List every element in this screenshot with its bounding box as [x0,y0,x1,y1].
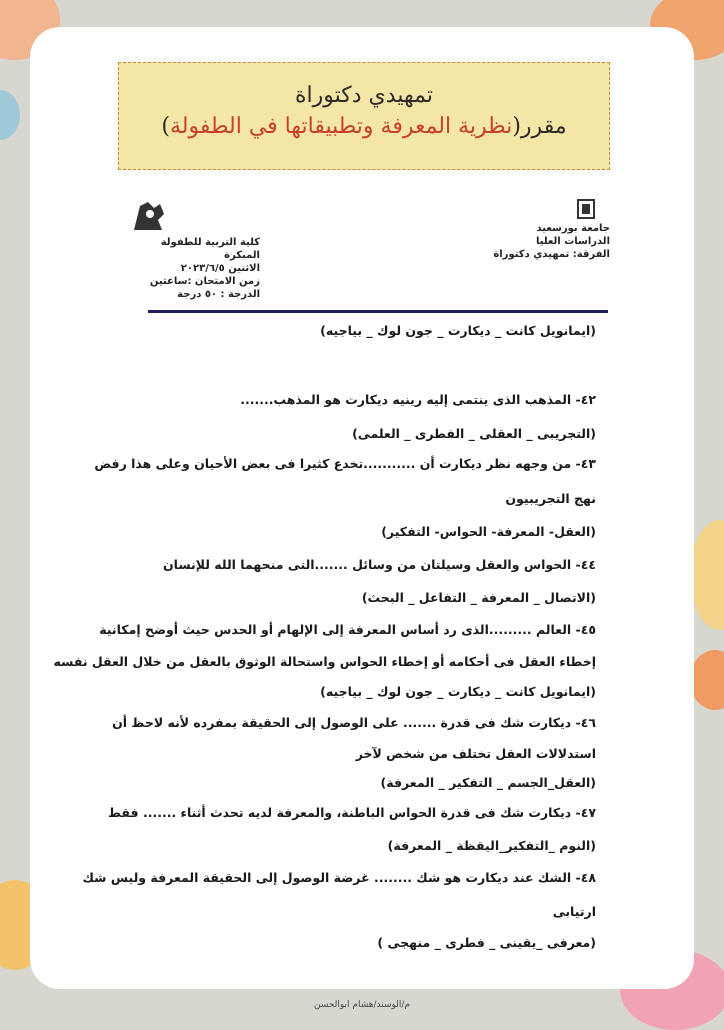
question-43: ٤٣- من وجهه نظر ديكارت أن ...........تخدع كثيرا فى بعض الأحيان وعلى هذا رفض [94,456,596,471]
title-banner [118,62,610,170]
exam-grade: الدرجة : ٥٠ درجة [177,289,260,300]
answer-options: (ايمانويل كانت _ ديكارت _ جون لوك _ بياجيه) [320,323,596,338]
header-right [490,222,610,261]
question-45-continued: إخطاء العقل فى أحكامه أو إخطاء الحواس واستحالة الوثوق بالعقل من خلال العقل نفسه [53,654,596,669]
answer-options: (الاتصال _ المعرفة _ التفاعل _ البحث) [361,590,596,605]
studies-name: الدراسات العليا [535,236,610,247]
question-47: ٤٧- ديكارت شك فى قدرة الحواس الباطنة، والمعرفة لديه تحدث أثناء ....... فقط [108,805,596,820]
header-divider [148,310,608,313]
university-name: جامعة بورسعيد [536,223,610,234]
footer-credit: م/الوسند/هشام ابوالحسن [313,1000,411,1010]
decor-blob [690,520,724,630]
faculty-logo-icon [130,200,170,234]
exam-duration: زمن الامتحان :ساعتين [149,276,260,287]
question-46: ٤٦- ديكارت شك فى قدرة ....... على الوصول إلى الحقيقة بمفرده لأنه لاحظ أن [112,715,596,730]
answer-options: (النوم _التفكير_اليقظة _ المعرفة) [387,838,596,853]
banner-subtitle: مقرر(نظرية المعرفة وتطبيقاتها في الطفولة) [161,114,567,139]
banner-title: تمهيدي دكتوراة [295,83,433,108]
question-44: ٤٤- الحواس والعقل وسيلتان من وسائل .......التى منحهما الله للإنسان [162,557,596,572]
exam-date: الاثنين ٢٠٢٣/٦/٥ [180,263,260,274]
question-43-continued: نهج التجريبيون [505,491,596,506]
header-left [130,236,260,301]
faculty-name: كلية التربية للطفولة المبكرة [160,237,260,261]
university-logo-icon [576,198,596,220]
question-45: ٤٥- العالم .........الذى رد أساس المعرفة إلى الإلهام أو الحدس حيث أوضح إمكانية [99,622,596,637]
level-name: الفرقة: تمهيدي دكتوراة [493,249,610,260]
question-48: ٤٨- الشك عند ديكارت هو شك ........ غرضة الوصول إلى الحقيقة المعرفة وليس شك [82,870,596,885]
answer-options: (معرفى _يقينى _ فطرى _ منهجى ) [377,935,596,950]
answer-options: (العقل_الجسم _ التفكير _ المعرفة) [380,775,596,790]
question-46-continued: استدلالات العقل تختلف من شخص لآخر [355,746,596,761]
decor-blob [690,650,724,710]
answer-options: (التجريبى _ العقلى _ الفطرى _ العلمى) [352,426,596,441]
course-name: نظرية المعرفة وتطبيقاتها في الطفولة [169,114,513,139]
question-42: ٤٢- المذهب الذى ينتمى إليه رينيه ديكارت هو المذهب....... [240,392,596,407]
decor-blob [0,90,20,140]
answer-options: (العقل- المعرفة- الحواس- التفكير) [381,524,596,539]
answer-options: (ايمانويل كانت _ ديكارت _ جون لوك _ بياجيه) [320,684,596,699]
question-48-continued: ارتيابى [552,904,596,919]
